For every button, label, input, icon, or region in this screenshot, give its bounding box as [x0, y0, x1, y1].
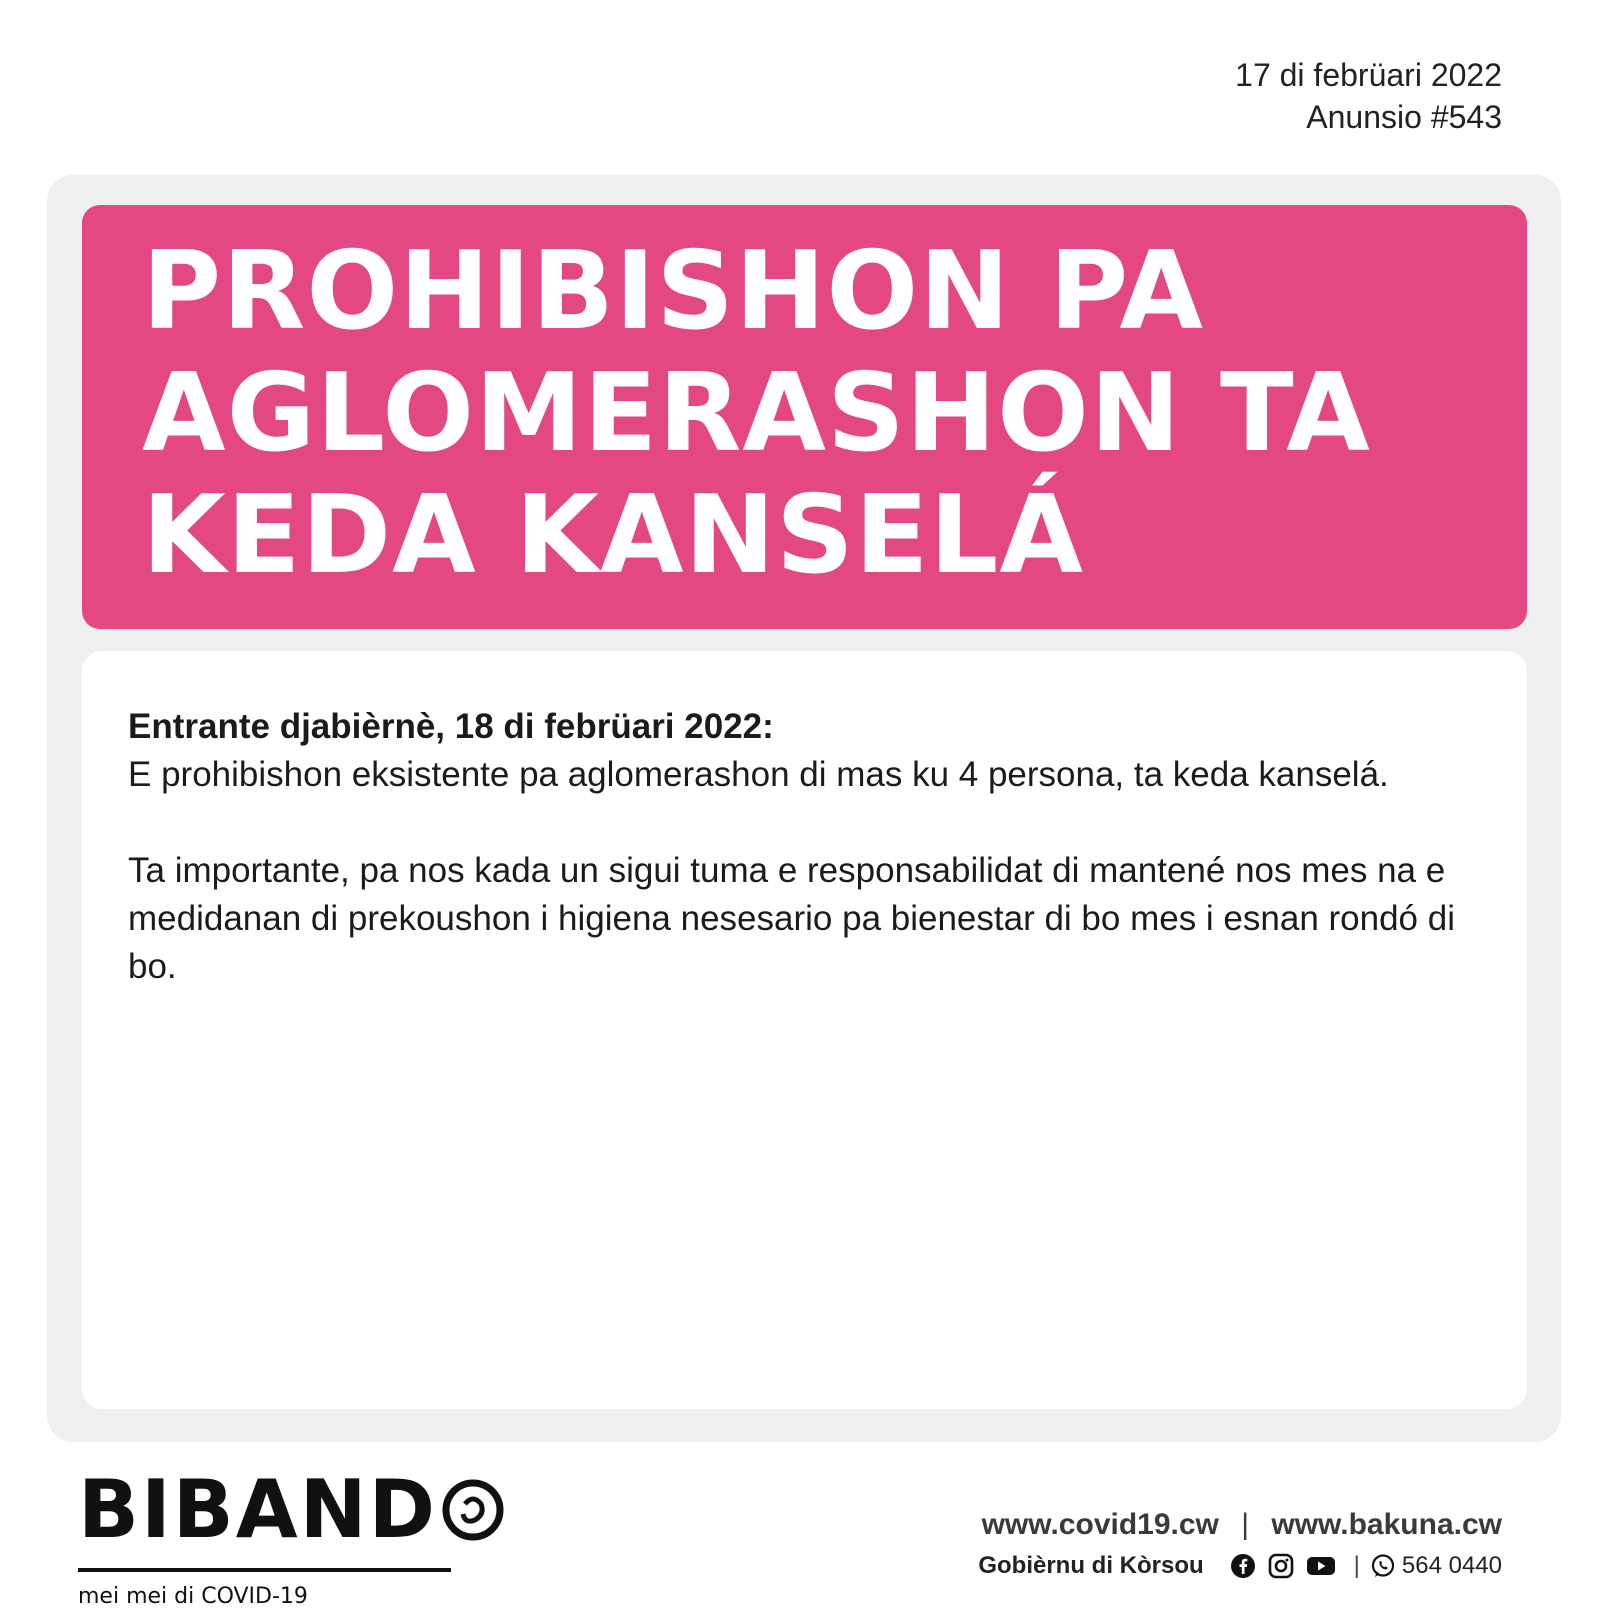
footer-contact: [978, 1552, 1502, 1580]
logo-rule: [78, 1568, 451, 1572]
body-lead: Entrante djabièrnè, 18 di febrüari 2022:: [128, 707, 774, 746]
logo-tagline: mei mei di COVID-19: [78, 1584, 308, 1609]
logo-word: BIBAND: [78, 1463, 437, 1556]
instagram-icon[interactable]: [1268, 1553, 1294, 1579]
announcement-number: Anunsio #543: [1306, 99, 1502, 135]
headline-banner: [82, 205, 1527, 629]
bakuna-link[interactable]: www.bakuna.cw: [1271, 1508, 1502, 1541]
phone-number[interactable]: 564 0440: [1401, 1552, 1502, 1579]
announcement-date: 17 di febrüari 2022: [1235, 57, 1502, 93]
facebook-icon[interactable]: [1230, 1553, 1256, 1579]
contact-separator: |: [1353, 1552, 1360, 1579]
headline-line-3: KEDA KANSELÁ: [142, 473, 1084, 598]
government-name: Gobièrnu di Kòrsou: [978, 1552, 1204, 1579]
covid19-link[interactable]: www.covid19.cw: [981, 1508, 1219, 1541]
paragraph-spacer: [128, 799, 1468, 847]
footer-links: [982, 1508, 1502, 1542]
headline: [142, 231, 1371, 597]
body-text: [128, 703, 1468, 991]
logo-wordmark: [78, 1463, 505, 1556]
body-card: [82, 651, 1527, 1409]
headline-line-2: AGLOMERASHON TA: [142, 351, 1371, 476]
youtube-icon[interactable]: [1306, 1553, 1336, 1579]
body-paragraph-1: E prohibishon eksistente pa aglomerashon di mas ku 4 persona, ta keda kanselá.: [128, 755, 1389, 794]
body-paragraph-2: Ta importante, pa nos kada un sigui tuma e responsabilidat di mantené nos mes na e medidanan di prekoushon i higiena nesesario pa bienestar di bo mes i esnan rondó di bo.: [128, 851, 1455, 986]
logo-mark-icon: [441, 1478, 505, 1542]
headline-line-1: PROHIBISHON PA: [142, 229, 1204, 354]
bibando-logo: [78, 1463, 505, 1609]
link-separator: |: [1241, 1508, 1250, 1541]
whatsapp-icon: [1370, 1553, 1396, 1579]
announcement-meta: [1235, 54, 1502, 138]
